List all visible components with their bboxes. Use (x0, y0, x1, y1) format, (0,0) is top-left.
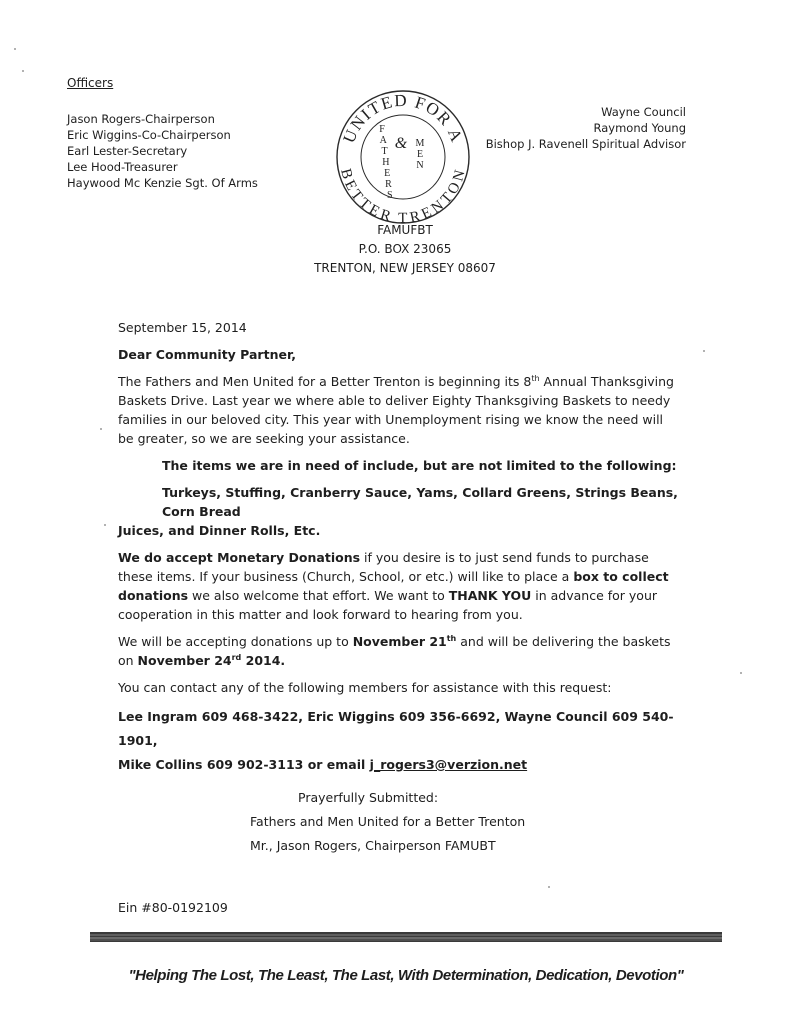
items-line: Juices, and Dinner Rolls, Etc. (118, 523, 321, 538)
organization-seal (334, 88, 472, 226)
ein-number: Ein #80-0192109 (118, 900, 228, 915)
footer-motto: "Helping The Lost, The Least, The Last, With Determination, Dedication, Devotion" (128, 967, 684, 984)
po-box: P.O. BOX 23065 (358, 242, 452, 256)
officer-line: Haywood Mc Kenzie Sgt. Of Arms (67, 176, 258, 190)
closing-signer: Mr., Jason Rogers, Chairperson FAMUBT (250, 838, 496, 853)
officer-line: Jason Rogers-Chairperson (67, 112, 215, 126)
officers-heading: Officers (67, 76, 114, 90)
scan-speck (548, 886, 550, 888)
advisor-line: Bishop J. Ravenell Spiritual Advisor (485, 137, 686, 151)
seal-fathers-text: F A T H E R S (379, 124, 393, 201)
advisors-list (486, 104, 686, 152)
donations-paragraph: We do accept Monetary Donations if you desire is to just send funds to purchase these items. If your business (Church, School, or etc.) will like to place a box to collect donations we also welcome that effort. We want to THANK YOU in advance for your cooperation in this matter and look forward to hearing from you. (118, 550, 669, 622)
letter-date: September 15, 2014 (118, 320, 247, 335)
contact-intro: You can contact any of the following members for assistance with this request: (118, 680, 612, 695)
footer-divider (90, 930, 722, 944)
contacts-line: Mike Collins 609 902-3113 or email j_rogers3@verzion.net (118, 757, 528, 772)
officer-line: Earl Lester-Secretary (67, 144, 188, 158)
items-line: Turkeys, Stuffing, Cranberry Sauce, Yams, Collard Greens, Strings Beans, Corn Bread (162, 485, 678, 519)
org-abbrev: FAMUFBT (377, 223, 433, 237)
seal-ampersand: & (394, 135, 408, 152)
scan-speck (100, 428, 102, 430)
scan-speck (14, 48, 16, 50)
scan-speck (740, 672, 742, 674)
dates-paragraph: We will be accepting donations up to November 21th and will be delivering the baskets on November 24rd 2014. (118, 633, 671, 668)
letter-greeting: Dear Community Partner, (118, 347, 297, 362)
items-intro: The items we are in need of include, but are not limited to the following: (162, 458, 677, 473)
svg-text:BETTER TRENTON (337, 167, 469, 226)
email-link[interactable]: j_rogers3@verzion.net (369, 757, 528, 772)
seal-top-text: UNITED FOR A (339, 90, 467, 146)
seal-men-text: M E N (415, 138, 425, 171)
officers-list (67, 111, 258, 191)
contacts-line: Lee Ingram 609 468-3422, Eric Wiggins 609 356-6692, Wayne Council 609 540-1901, (118, 709, 674, 748)
return-address (240, 221, 570, 278)
closing-line: Fathers and Men United for a Better Trenton (250, 814, 526, 829)
advisor-line: Wayne Council (601, 105, 686, 119)
intro-paragraph: The Fathers and Men United for a Better Trenton is beginning its 8th Annual Thanksgiving Baskets Drive. Last year we where able to deliver Eighty Thanksgiving Baskets to needy families in our beloved city. This year with Unemployment rising we know the need will be greater, so we are seeking your assistance. (118, 373, 674, 446)
officer-line: Eric Wiggins-Co-Chairperson (67, 128, 231, 142)
letter-body (118, 318, 678, 777)
closing-line: Prayerfully Submitted: (298, 790, 439, 805)
officer-line: Lee Hood-Treasurer (67, 160, 178, 174)
city-state-zip: TRENTON, NEW JERSEY 08607 (314, 261, 496, 275)
scan-speck (703, 350, 705, 352)
seal-bottom-text: BETTER TRENTON (337, 167, 469, 226)
closing-block (250, 786, 570, 858)
scan-speck (104, 524, 106, 526)
scan-speck (22, 70, 24, 72)
advisor-line: Raymond Young (593, 121, 686, 135)
